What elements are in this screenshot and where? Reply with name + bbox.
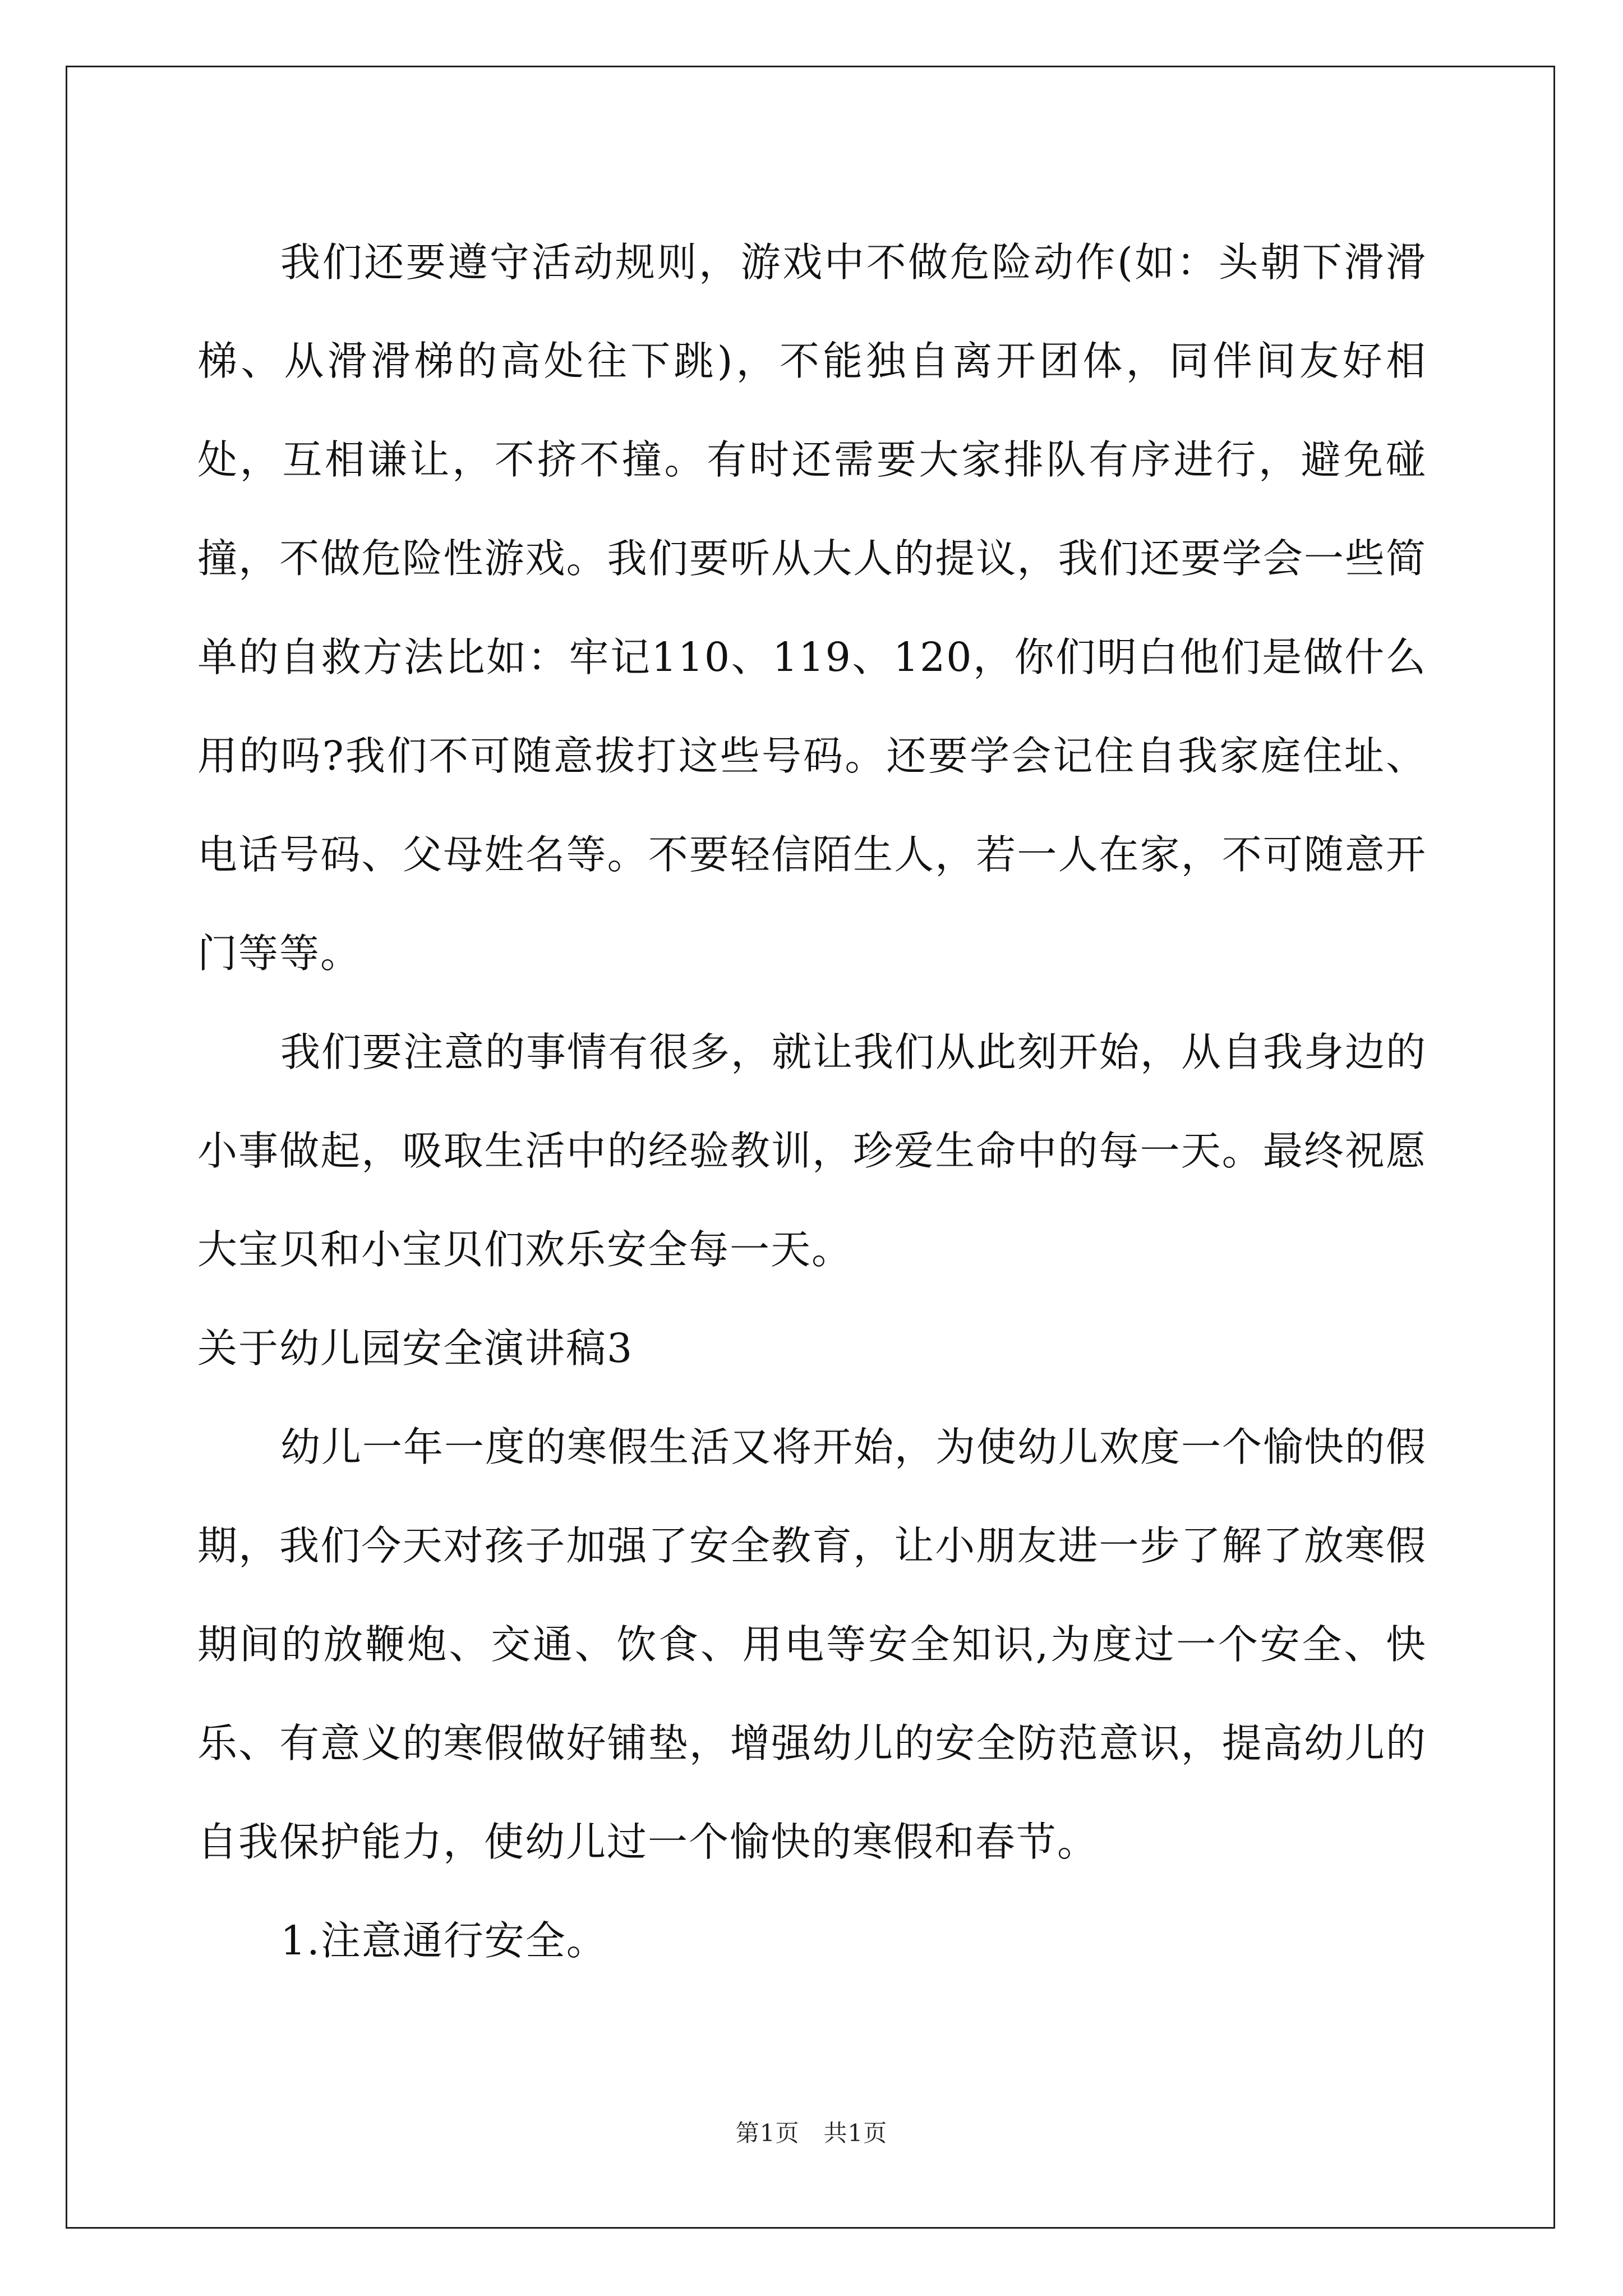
paragraph-closing-wishes: 我们要注意的事情有很多，就让我们从此刻开始，从自我身边的小事做起，吸取生活中的经验教训，珍爱生命中的每一天。最终祝愿大宝贝和小宝贝们欢乐安全每一天。 (197, 1029, 1427, 1273)
paragraph-winter-vacation: 幼儿一年一度的寒假生活又将开始，为使幼儿欢度一个愉快的假期，我们今天对孩子加强了安全教育，让小朋友进一步了解了放寒假期间的放鞭炮、交通、饮食、用电等安全知识,为度过一个安全、快乐、有意义的寒假做好铺垫，增强幼儿的安全防范意识，提高幼儿的自我保护能力，使幼儿过一个愉快的寒假和春节。 (197, 1424, 1427, 1865)
section-heading: 关于幼儿园安全演讲稿3 (197, 1325, 634, 1372)
page-footer: 第1页 共1页 (735, 2119, 888, 2147)
list-item-traffic-safety: 1.注意通行安全。 (280, 1917, 607, 1964)
paragraph-activity-rules: 我们还要遵守活动规则，游戏中不做危险动作(如：头朝下滑滑梯、从滑滑梯的高处往下跳)，不能独自离开团体，同伴间友好相处，互相谦让，不挤不撞。有时还需要大家排队有序进行，避免碰撞，不做危险性游戏。我们要听从大人的提议，我们还要学会一些简单的自救方法比如：牢记110、119、120，你们明白他们是做什么用的吗?我们不可随意拔打这些号码。还要学会记住自我家庭住址、电话号码、父母姓名等。不要轻信陌生人，若一人在家，不可随意开门等等。 (197, 239, 1427, 977)
document-body (197, 213, 1427, 1990)
